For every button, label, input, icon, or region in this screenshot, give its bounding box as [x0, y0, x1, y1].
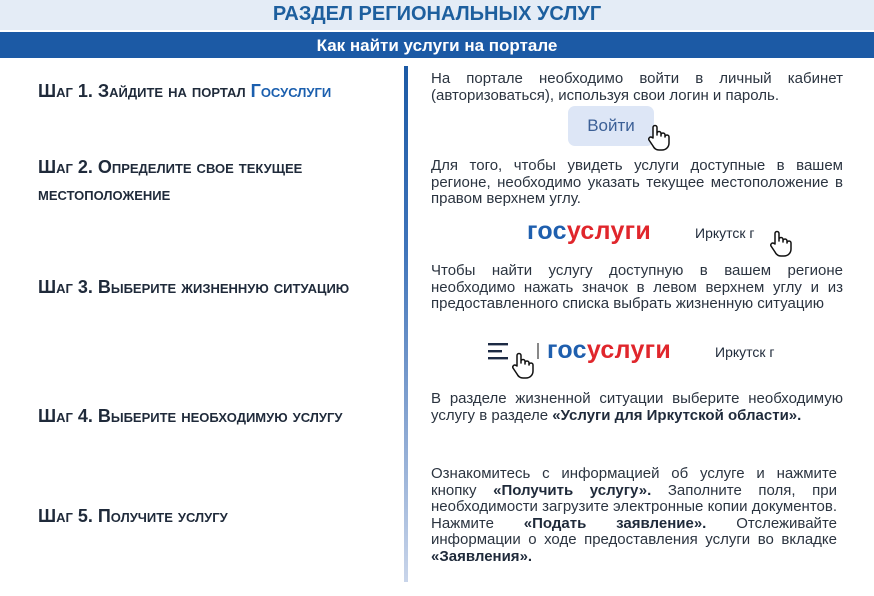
- step-2-line1: Шаг 2. Определите свое текущее: [38, 157, 303, 177]
- login-button[interactable]: Войти: [568, 106, 654, 146]
- logo-part-gos: гос: [547, 336, 587, 364]
- logo-part-uslugi: услуги: [566, 217, 652, 245]
- city-selector[interactable]: Иркутск г: [695, 225, 755, 241]
- step-3-description: Чтобы найти услугу доступную в вашем регионе необходимо нажать значок в левом верхнем углу и из предоставленного списка выбрать жизненную ситуацию: [431, 262, 843, 312]
- step-2-label: [38, 154, 302, 208]
- step-1-brand: Госуслуги: [250, 81, 332, 101]
- vertical-divider: [404, 66, 408, 582]
- hand-cursor-icon: [646, 124, 670, 152]
- logo-part-gos: гос: [527, 217, 567, 245]
- header-separator: [537, 343, 539, 359]
- gosuslugi-logo: [527, 217, 651, 246]
- step-4-label: Шаг 4. Выберите необходимую услугу: [38, 406, 343, 426]
- step-5-text-3: Отслеживайте информации о ходе предоставления услуги во вкладке: [431, 514, 837, 548]
- city-selector[interactable]: Иркутск г: [715, 344, 775, 360]
- menu-icon[interactable]: [486, 340, 512, 364]
- step-5-bold-1: «Получить услугу».: [493, 481, 652, 499]
- step-5-text-1: Ознакомитесь с информацией об услуге и нажмите кнопку: [431, 465, 837, 499]
- step-4-text: В разделе жизненной ситуации выберите необходимую услугу в разделе: [431, 390, 843, 424]
- hand-cursor-icon: [510, 352, 534, 380]
- step-5-description: [431, 466, 837, 565]
- logo-part-uslugi: услуги: [586, 336, 672, 364]
- step-5-label: Шаг 5. Получите услугу: [38, 506, 228, 526]
- step-5-text-2: Заполните поля, при необходимости загрузите электронные копии документов. Нажмите: [431, 481, 837, 532]
- step-2-line2: местоположение: [38, 184, 171, 204]
- step-1-description: На портале необходимо войти в личный кабинет (авторизоваться), используя свои логин и пароль.: [431, 70, 843, 104]
- step-1-text: Шаг 1. Зайдите на портал: [38, 81, 251, 101]
- step-2-description: Для того, чтобы увидеть услуги доступные в вашем регионе, необходимо указать текущее местоположение в правом верхнем углу.: [431, 157, 843, 207]
- page-title: РАЗДЕЛ РЕГИОНАЛЬНЫХ УСЛУГ: [0, 0, 874, 30]
- section-subtitle: Как найти услуги на портале: [0, 32, 874, 58]
- step-5-bold-3: «Заявления».: [431, 547, 533, 565]
- step-4-bold: «Услуги для Иркутской области».: [552, 406, 802, 424]
- gosuslugi-logo: [547, 336, 671, 365]
- step-3-label: Шаг 3. Выберите жизненную ситуацию: [38, 277, 350, 297]
- step-4-description: [431, 391, 843, 424]
- step-1-label: [38, 78, 331, 105]
- hand-cursor-icon: [768, 230, 792, 258]
- step-5-bold-2: «Подать заявление».: [523, 514, 707, 532]
